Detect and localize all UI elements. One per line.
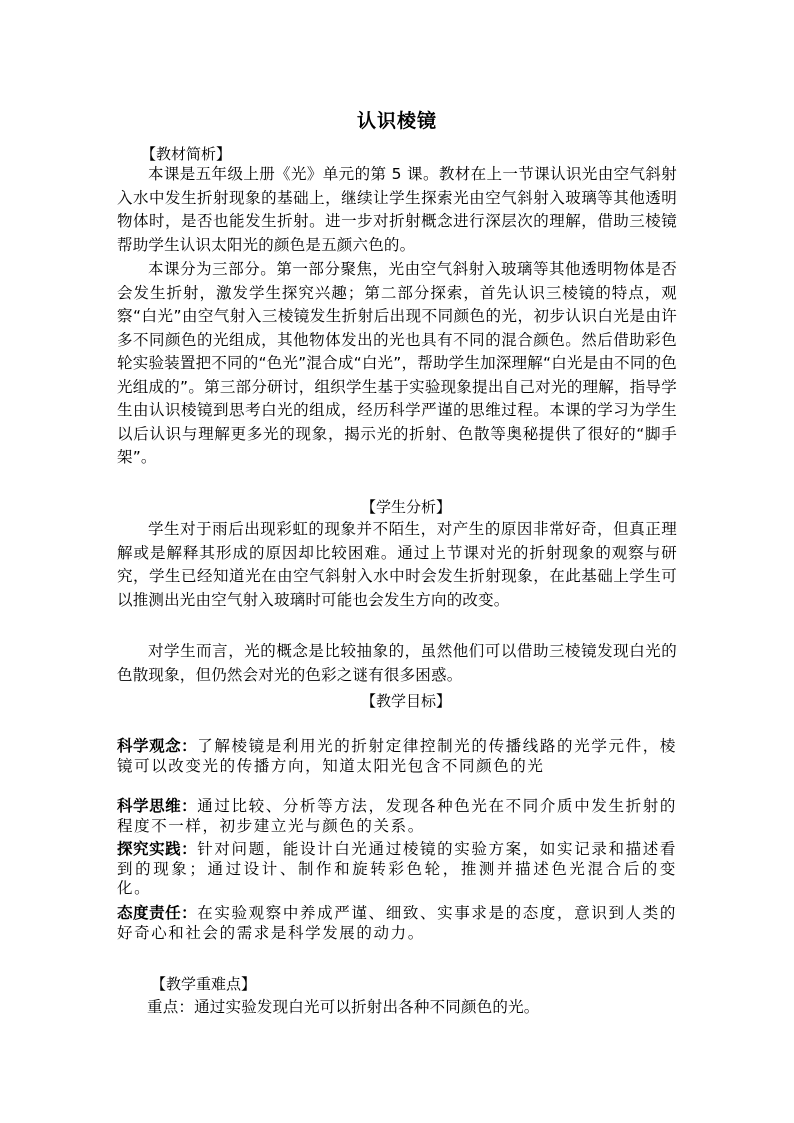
goal-item bbox=[117, 904, 677, 943]
key-point-paragraph: 重点：通过实验发现白光可以折射出各种不同颜色的光。 bbox=[147, 998, 540, 1016]
material-paragraph-2: 本课分为三部分。第一部分聚焦，光由空气斜射入玻璃等其他透明物体是否会发生折射，激发学生探究兴趣；第二部分探索，首先认识三棱镜的特点，观察“白光”由空气射入三棱镜发生折射后出现不同颜色的光，初步认识白光是由许多不同颜色的光组成，其他物体发出的光也具有不同的混合颜色。然后借助彩色轮实验装置把不同的“色光”混合成“白光”，帮助学生加深理解“白光是由不同的色光组成的”。第三部分研讨，组织学生基于实验现象提出自己对光的理解，指导学生由认识棱镜到思考白光的组成，经历科学严谨的思维过程。本课的学习为学生以后认识与理解更多光的现象，揭示光的折射、色散等奥秘提供了很好的“脚手架”。 bbox=[117, 260, 677, 466]
heading-key-points: 【教学重难点】 bbox=[151, 975, 257, 993]
goal-text: 针对问题，能设计白光通过棱镜的实验方案，如实记录和描述看到的现象；通过设计、制作和旋转彩色轮，推测并描述色光混合后的变化。 bbox=[117, 840, 677, 897]
goal-label: 探究实践： bbox=[117, 840, 198, 858]
heading-student-analysis: 【学生分析】 bbox=[361, 498, 452, 516]
material-paragraph-1: 本课是五年级上册《光》单元的第 5 课。教材在上一节课认识光由空气斜射入水中发生折射现象的基础上，继续让学生探索光由空气斜射入玻璃等其他透明物体时，是否也能发生折射。进一步对折射概念进行深层次的理解，借助三棱镜帮助学生认识太阳光的颜色是五颜六色的。 bbox=[117, 165, 677, 254]
goal-label: 科学观念： bbox=[117, 737, 198, 755]
heading-teaching-goals: 【教学目标】 bbox=[361, 692, 452, 710]
goal-text: 通过比较、分析等方法，发现各种色光在不同介质中发生折射的程度不一样，初步建立光与颜色的关系。 bbox=[117, 797, 677, 835]
page-title: 认识棱镜 bbox=[356, 110, 437, 132]
heading-material-analysis: 【教材简析】 bbox=[141, 145, 232, 163]
goal-item bbox=[117, 797, 677, 836]
goal-label: 态度责任： bbox=[117, 904, 198, 922]
goal-text: 了解棱镜是利用光的折射定律控制光的传播线路的光学元件，棱镜可以改变光的传播方向，知道太阳光包含不同颜色的光 bbox=[117, 737, 677, 775]
students-paragraph-1: 学生对于雨后出现彩虹的现象并不陌生，对产生的原因非常好奇，但真正理解或是解释其形成的原因却比较困难。通过上节课对光的折射现象的观察与研究，学生已经知道光在由空气斜射入水中时会发生折射现象，在此基础上学生可以推测出光由空气射入玻璃时可能也会发生方向的改变。 bbox=[117, 520, 677, 609]
students-paragraph-2: 对学生而言，光的概念是比较抽象的，虽然他们可以借助三棱镜发现白光的色散现象，但仍然会对光的色彩之谜有很多困惑。 bbox=[117, 642, 677, 684]
goal-item bbox=[117, 840, 677, 899]
goal-label: 科学思维： bbox=[117, 797, 198, 815]
goal-text: 在实验观察中养成严谨、细致、实事求是的态度，意识到人类的好奇心和社会的需求是科学发展的动力。 bbox=[117, 904, 677, 942]
goal-item bbox=[117, 737, 677, 776]
